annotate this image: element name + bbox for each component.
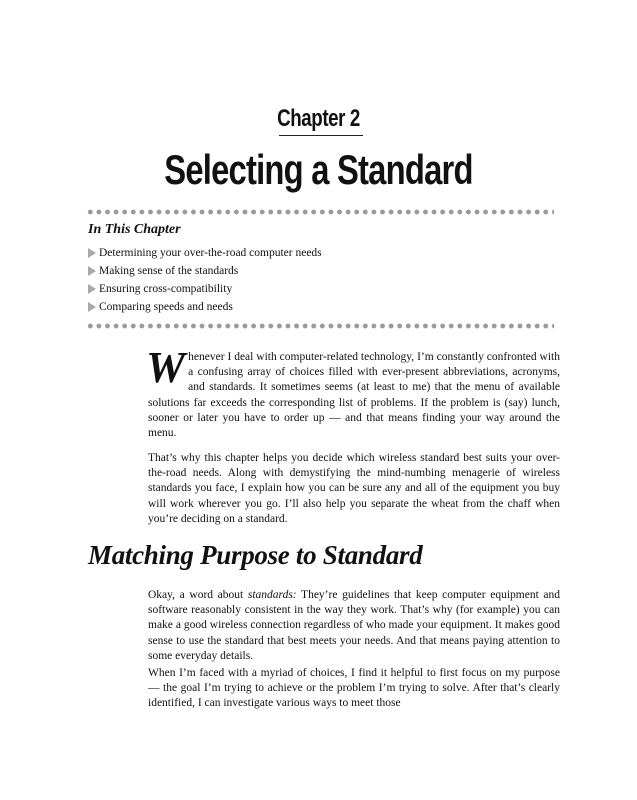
dotted-divider-bottom [86,323,554,329]
triangle-bullet-icon [88,302,96,312]
list-item: Making sense of the standards [88,262,322,280]
list-item: Determining your over-the-road computer needs [88,244,322,262]
list-item: Comparing speeds and needs [88,298,322,316]
section-heading: Matching Purpose to Standard [88,540,423,570]
triangle-bullet-icon [88,284,96,294]
chapter-title: Selecting a Standard [164,146,473,193]
intro-paragraph-1: Whenever I deal with computer-related technology, I’m constantly confronted with a confusing array of choices filled with ever-present abbreviations, acronyms, and standards. It sometimes seems (at least to me) that the menu of available solutions far exceeds the corresponding list of problems. If the problem is (say) lunch, sooner or later you have to order up — and that means finding your way around the menu. [146,343,560,440]
chapter-topics-list [88,244,322,316]
triangle-bullet-icon [88,266,96,276]
in-this-chapter-heading: In This Chapter [88,222,181,237]
list-item: Ensuring cross-compatibility [88,280,322,298]
triangle-bullet-icon [88,248,96,258]
chapter-underline [279,135,363,136]
intro-paragraph-2: That’s why this chapter helps you decide which wireless standard best suits your over-the-road needs. Along with demystifying the mind-numbing menagerie of wireless standards you face, I explain how you can be sure any and all of the equipment you buy will work wherever you go. I’ll also help you separate the wheat from the chaff when you’re deciding on a standard. [148,452,560,525]
chapter-number: Chapter 2 [277,105,360,132]
drop-cap: W [146,343,186,392]
section-paragraph-1: Okay, a word about standards: They’re guidelines that keep computer equipment and software reasonably consistent in the way they work. That’s why (for example) you can make a good wireless connection regardless of who made your equipment. It makes good sense to use the standard that best meets your needs. And that means paying attention to some everyday details. [148,589,561,662]
dotted-divider-top [86,209,554,215]
section-paragraph-2: When I’m faced with a myriad of choices, I find it helpful to first focus on my purpose — the goal I’m trying to achieve or the problem I’m trying to solve. After that’s clearly identified, I can investigate various ways to meet those [148,667,560,710]
